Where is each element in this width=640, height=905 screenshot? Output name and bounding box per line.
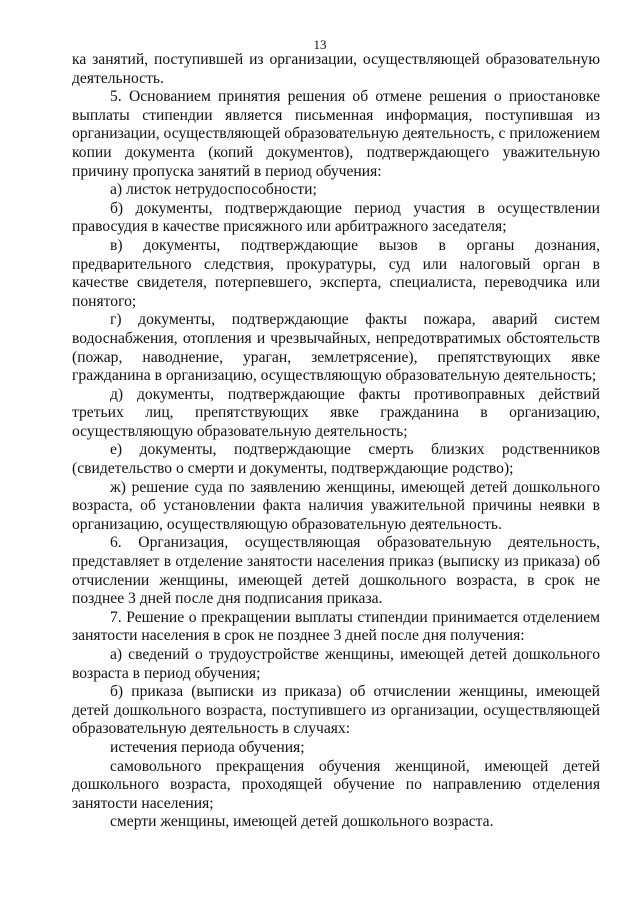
list-item-zh: ж) решение суда по заявлению женщины, имеющей детей дошкольного возраста, об установлении факта наличия уважительной причины неявки в организацию, осуществляющую образовательную деятельность. [72, 478, 600, 533]
list-item-a: а) листок нетрудоспособности; [110, 181, 317, 199]
page-number: 13 [313, 37, 327, 52]
paragraph-clause-6: 6. Организация, осуществляющая образовательную деятельность, представляет в отделение занятости населения приказ (выписку из приказа) об отчислении женщины, имеющей детей дошкольного возраста, в срок не позднее 3 дней после дня подписания приказа. [72, 534, 600, 608]
list-item-e: е) документы, подтверждающие смерть близких родственников (свидетельство о смерти и документы, подтверждающие родство); [72, 441, 600, 478]
paragraph-clause-7: 7. Решение о прекращении выплаты стипендии принимается отделением занятости населения в срок не позднее 3 дней после дня получения: [72, 608, 600, 645]
list-item-v: в) документы, подтверждающие вызов в органы дознания, предварительного следствия, прокуратуры, суд или налоговый орган в качестве свидетеля, потерпевшего, эксперта, специалиста, переводчика или понятого; [72, 236, 600, 310]
list-item-b-expulsion: б) приказа (выписки из приказа) об отчислении женщины, имеющей детей дошкольного возраста, поступившего из организации, осуществляющей образовательную деятельность в случаях: [72, 683, 600, 738]
list-item-b: б) документы, подтверждающие период участия в осуществлении правосудия в качестве присяжного или арбитражного заседателя; [72, 199, 600, 236]
list-item-g: г) документы, подтверждающие факты пожара, аварий систем водоснабжения, отопления и чрезвычайных, непредотвратимых обстоятельств (пожар, наводнение, ураган, землетрясение), препятствующих явке гражданина в организацию, осуществляющую образовательную деятельность; [72, 311, 600, 385]
document-body [72, 51, 600, 832]
case-item-self-termination: самовольного прекращения обучения женщиной, имеющей детей дошкольного возраста, проходящей обучение по направлению отделения занятости населения; [72, 757, 600, 812]
paragraph-clause-5: 5. Основанием принятия решения об отмене решения о приостановке выплаты стипендии является письменная информация, поступившая из организации, осуществляющей образовательную деятельность, с приложением копии документа (копий документов), подтверждающего уважительную причину пропуска занятий в период обучения: [72, 88, 600, 180]
list-item-d: д) документы, подтверждающие факты противоправных действий третьих лиц, препятствующих явке гражданина в организацию, осуществляющую образовательную деятельность; [72, 385, 600, 440]
case-item-death: смерти женщины, имеющей детей дошкольного возраста. [110, 813, 494, 831]
list-item-a-employment: а) сведений о трудоустройстве женщины, имеющей детей дошкольного возраста в период обучения; [72, 646, 600, 682]
case-item-period-end: истечения периода обучения; [110, 738, 305, 756]
paragraph-continuation: ка занятий, поступившей из организации, осуществляющей образовательную деятельность. [72, 51, 600, 87]
